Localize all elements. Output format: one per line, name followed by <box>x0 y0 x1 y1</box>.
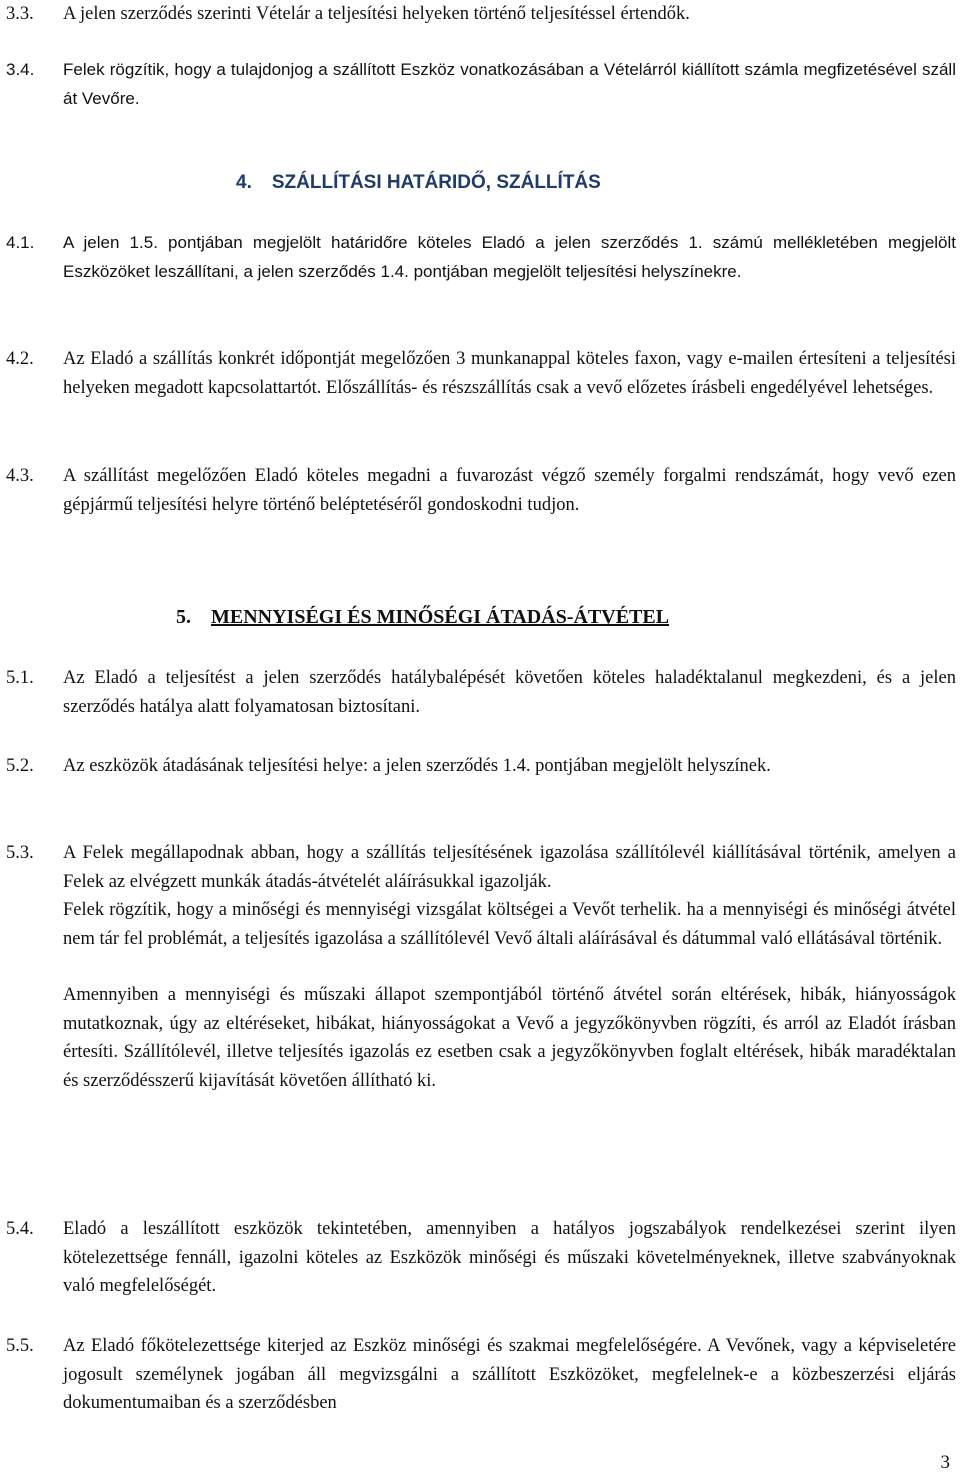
clause-number: 5.4. <box>6 1219 34 1239</box>
clause-number: 4.3. <box>6 466 34 486</box>
clause-number: 4.1. <box>6 233 35 252</box>
clause-5-5 <box>0 1332 960 1418</box>
clause-number: 3.4. <box>6 60 35 79</box>
clause-text: A jelen szerződés szerinti Vételár a teljesítési helyeken történő teljesítéssel értendők. <box>63 4 690 24</box>
clause-5-3 <box>0 839 960 1095</box>
heading-title: SZÁLLÍTÁSI HATÁRIDŐ, SZÁLLÍTÁS <box>271 172 601 193</box>
clause-text: A jelen 1.5. pontjában megjelölt határidőre köteles Eladó a jelen szerződés 1. számú mellékletében megjelölt Eszközöket leszállítani, a jelen szerződés 1.4. pontjában megjelölt teljesítési helyszínekre. <box>63 233 956 281</box>
clause-3-3 <box>0 0 960 29</box>
clause-number: 5.3. <box>6 843 34 863</box>
clause-5-2 <box>0 752 960 781</box>
heading-number: 4. <box>236 172 252 193</box>
clause-text: Felek rögzítik, hogy a minőségi és mennyiségi vizsgálat költségei a Vevőt terhelik. ha a mennyiségi és minőségi átvétel nem tár fel problémát, a teljesítés igazolása a szállítólevél Vevő általi aláírásával és dátummal való ellátásával történik. <box>63 900 956 949</box>
clause-5-4 <box>0 1215 960 1301</box>
clause-5-1 <box>0 664 960 721</box>
clause-text: Amennyiben a mennyiségi és műszaki állapot szempontjából történő átvétel során eltérések, hibák, hiányosságok mutatkoznak, úgy az eltéréseket, hibákat, hiányosságokat a Vevő a jegyzőkönyvben rögzíti, és arról az Eladót írásban értesíti. Szállítólevél, illetve teljesítés igazolás ez esetben csak a jegyzőkönyvben foglalt eltérések, hibák maradéktalan és szerződésszerű kijavítását követően állítható ki. <box>63 985 956 1091</box>
clause-text: Felek rögzítik, hogy a tulajdonjog a szállított Eszköz vonatkozásában a Vételárról kiállított számla megfizetésével száll át Vevőre. <box>63 60 956 108</box>
clause-text: A szállítást megelőzően Eladó köteles megadni a fuvarozást végző személy forgalmi rendszámát, hogy vevő ezen gépjármű teljesítési helyre történő beléptetéséről gondoskodni tudjon. <box>63 466 956 515</box>
clause-number: 5.5. <box>6 1336 34 1356</box>
clause-text: Az Eladó főkötelezettsége kiterjed az Eszköz minőségi és szakmai megfelelőségére. A Vevőnek, vagy a képviseletére jogosult személynek jogában áll megvizsgálni a szállított Eszközöket, megfelelnek-e a közbeszerzési eljárás dokumentumaiban és a szerződésben <box>63 1336 956 1413</box>
clause-number: 4.2. <box>6 349 34 369</box>
heading-title: MENNYISÉGI ÉS MINŐSÉGI ÁTADÁS-ÁTVÉTEL <box>211 606 670 628</box>
heading-number: 5. <box>176 606 191 628</box>
paragraph-gap <box>0 953 960 981</box>
clause-number: 5.2. <box>6 756 34 776</box>
clause-4-2 <box>0 345 960 402</box>
section-heading-4 <box>236 172 936 194</box>
section-heading-5 <box>176 606 936 629</box>
clause-4-3 <box>0 462 960 519</box>
clause-text: A Felek megállapodnak abban, hogy a szállítás teljesítésének igazolása szállítólevél kiállításával történik, amelyen a Felek az elvégzett munkák átadás-átvételét aláírásukkal igazolják. <box>63 843 956 892</box>
clause-number: 5.1. <box>6 668 34 688</box>
clause-text: Az Eladó a teljesítést a jelen szerződés hatálybalépését követően köteles haladéktalanul megkezdeni, és a jelen szerződés hatálya alatt folyamatosan biztosítani. <box>63 668 956 717</box>
clause-text: Eladó a leszállított eszközök tekintetében, amennyiben a hatályos jogszabályok rendelkezései szerint ilyen kötelezettsége fennáll, igazolni köteles az Eszközök minőségi és műszaki követelményeknek, illetve szabványoknak való megfelelőségét. <box>63 1219 956 1296</box>
clause-3-4 <box>0 56 960 113</box>
clause-4-1 <box>0 229 960 286</box>
clause-text: Az eszközök átadásának teljesítési helye: a jelen szerződés 1.4. pontjában megjelölt helyszínek. <box>63 756 771 776</box>
clause-text: Az Eladó a szállítás konkrét időpontját megelőzően 3 munkanappal köteles faxon, vagy e-mailen értesíteni a teljesítési helyeken megadott kapcsolattartót. Előszállítás- és részszállítás csak a vevő előzetes írásbeli engedélyével lehetséges. <box>63 349 956 398</box>
page-number: 3 <box>940 1452 950 1473</box>
clause-number: 3.3. <box>6 4 34 24</box>
